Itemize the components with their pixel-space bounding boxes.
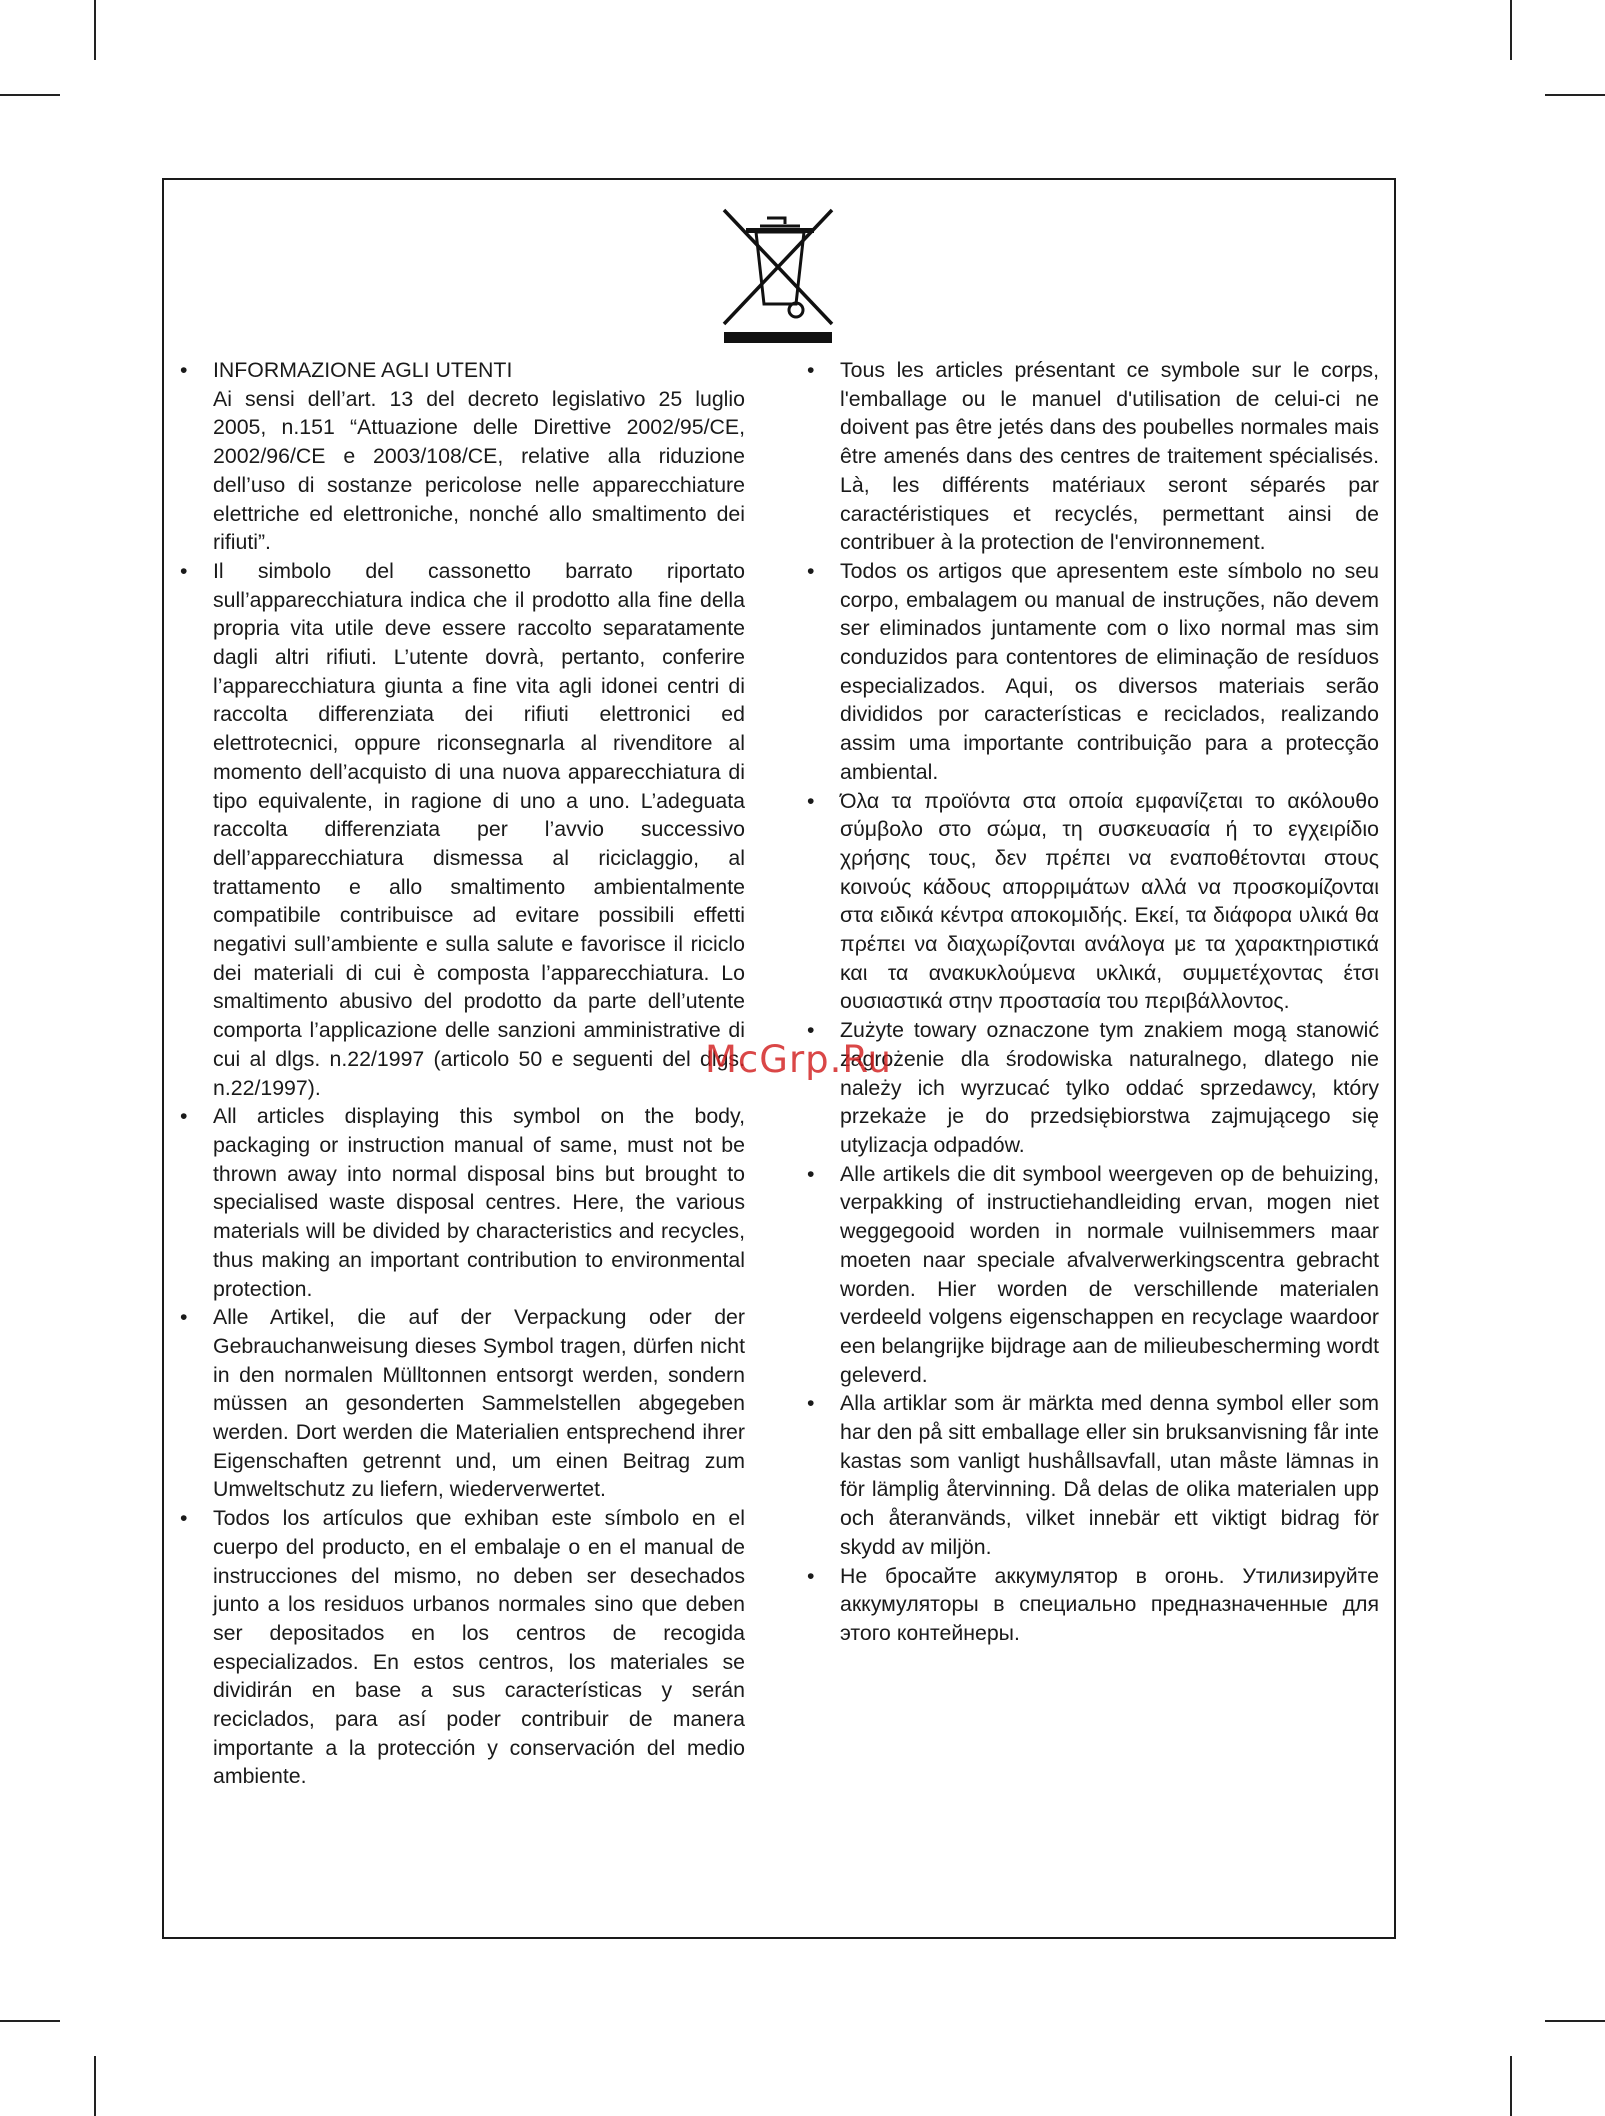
- crop-mark: [1545, 94, 1605, 96]
- paragraph: Alle artikels die dit symbool weergeven op de behuizing, verpakking of instructiehandleiding ervan, mogen niet weggegooid worden in normale vuilnisemmers maar moeten naar speciale afvalverwerkingscentra gebracht worden. Hier worden de verschillende materialen verdeeld volgens eigenschappen en recyclage waardoor een belangrijke bijdrage aan de milieubescherming wordt geleverd.: [840, 1161, 1379, 1387]
- list-item: [178, 557, 745, 1102]
- paragraph: Tous les articles présentant ce symbole sur le corps, l'emballage ou le manuel d'utilisation de celui-ci ne doivent pas être jetés dans des poubelles normales mais être amenés dans des centres de traitement spécialisés. Là, les différents matériaux seront séparés par caractéristiques et recyclés, permettant ainsi de contribuer à la protection de l'environnement.: [840, 358, 1379, 555]
- bullet: •: [807, 558, 815, 583]
- list-item: [805, 557, 1379, 787]
- crop-mark: [0, 94, 60, 96]
- watermark: McGrp.Ru: [705, 1038, 892, 1081]
- paragraph: Todos os artigos que apresentem este símbolo no seu corpo, embalagem ou manual de instruções, não devem ser eliminados juntamente com o lixo normal mas sim conduzidos para contentores de eliminação de resíduos especializados. Aqui, os diversos materiais serão divididos por características e reciclados, realizando assim uma importante contribuição para a protecção ambiental.: [840, 558, 1379, 784]
- paragraph: Не бросайте аккумулятор в огонь. Утилизируйте аккумуляторы в специально предназначенные для этого контейнеры.: [840, 1563, 1379, 1645]
- paragraph: Zużyte towary oznaczone tym znakiem mogą stanowić zagrożenie dla środowiska naturalnego, dlatego nie należy ich wyrzucać tylko oddać sprzedawcy, który przekaże je do przedsiębiorstwa zajmującego się utylizacja odpadów.: [840, 1018, 1379, 1157]
- bullet: •: [807, 788, 815, 813]
- crop-mark: [1545, 2020, 1605, 2022]
- section-title: INFORMAZIONE AGLI UTENTI: [213, 358, 513, 382]
- bullet: •: [180, 358, 188, 382]
- list-item: [178, 1102, 745, 1303]
- bullet: •: [807, 1391, 815, 1416]
- paragraph: Alle Artikel, die auf der Verpackung oder der Gebrauchanweisung dieses Symbol tragen, dürfen nicht in den normalen Mülltonnen entsorgt werden, sondern müssen an gesonderten Sammelstellen abgegeben werden. Dort werden die Materialien entsprechend ihrer Eigenschaften getrennt und, um einen Beitrag zum Umweltschutz zu liefern, wiederverwertet.: [213, 1305, 745, 1502]
- bullet: •: [180, 558, 188, 583]
- crop-mark: [1510, 0, 1512, 60]
- left-column: [178, 356, 745, 1791]
- crop-mark: [0, 2020, 60, 2022]
- list-item: [178, 356, 745, 557]
- paragraph: All articles displaying this symbol on the body, packaging or instruction manual of same, must not be thrown away into normal disposal bins but brought to specialised waste disposal centres. Here, the various materials will be divided by characteristics and recycles, thus making an important contribution to environmental protection.: [213, 1104, 745, 1301]
- paragraph: Όλα τα προϊόντα στα οποία εμφανίζεται το ακόλουθο σύμβολο στο σώμα, τη συσκευασία ή το εγχειρίδιο χρήσης τους, δεν πρέπει να εναποθέτονται στους κοινούς κάδους απορριμάτων αλλά να προσκομίζονται στα ειδικά κέντρα αποκομιδής. Εκεί, τα διάφορα υλικά θα πρέπει να διαχωρίζονται ανάλογα με τα χαρακτηριστικά και τα ανακυκλούμενα υκλικά, συμμετέχοντας έτσι ουσιαστικά στην προστασία του περιβάλλοντος.: [840, 788, 1379, 1014]
- bullet: •: [807, 358, 815, 382]
- crop-mark: [1510, 2056, 1512, 2116]
- paragraph: Ai sensi dell’art. 13 del decreto legislativo 25 luglio 2005, n.151 “Attuazione delle Direttive 2002/95/CE, 2002/96/CE e 2003/108/CE, relative alla riduzione dell’uso di sostanze pericolose nelle apparecchiature elettriche ed elettroniche, nonché allo smaltimento dei rifiuti”.: [213, 386, 745, 555]
- paragraph: Il simbolo del cassonetto barrato riportato sull’apparecchiatura indica che il prodotto alla fine della propria vita utile deve essere raccolto separatamente dagli altri rifiuti. L’utente dovrà, pertanto, conferire l’apparecchiatura giunta a fine vita agli idonei centri di raccolta differenziata dei rifiuti elettronici ed elettrotecnici, oppure riconsegnarla al rivenditore al momento dell’acquisto di una nuova apparecchiatura di tipo equivalente, in ragione di uno a uno. L’adeguata raccolta differenziata per l’avvio successivo dell’apparecchiatura dismessa al riciclaggio, al trattamento e allo smaltimento ambientalmente compatibile contribuisce ad evitare possibili effetti negativi sull’ambiente e sulla salute e favorisce il riciclo dei materiali di cui è composta l’apparecchiatura. Lo smaltimento abusivo del prodotto da parte dell’utente comporta l’applicazione delle sanzioni amministrative di cui al dlgs. n.22/1997 (articolo 50 e seguenti del dlgs. n.22/1997).: [213, 558, 745, 1100]
- list-item: [805, 1562, 1379, 1648]
- bullet: •: [180, 1305, 188, 1330]
- list-item: [178, 1504, 745, 1791]
- bullet: •: [807, 1563, 815, 1588]
- list-item: [178, 1303, 745, 1504]
- list-item: [805, 1160, 1379, 1390]
- paragraph: Alla artiklar som är märkta med denna symbol eller som har den på sitt emballage eller sin bruksanvisning får inte kastas som vanligt hushållsavfall, utan måste lämnas in för lämplig återvinning. Då delas de olika materialen upp och återanvänds, vilket innebär ett viktigt bidrag för skydd av miljön.: [840, 1391, 1379, 1559]
- crossed-out-wheelie-bin-icon: [720, 206, 836, 344]
- right-column: [805, 356, 1379, 1648]
- crop-mark: [94, 2056, 96, 2116]
- bullet: •: [807, 1018, 815, 1043]
- bullet: •: [180, 1104, 188, 1129]
- list-item: [805, 1389, 1379, 1561]
- bullet: •: [807, 1161, 815, 1186]
- list-item: [805, 356, 1379, 557]
- list-item: [805, 787, 1379, 1017]
- paragraph: Todos los artículos que exhiban este símbolo en el cuerpo del producto, en el embalaje o en el manual de instrucciones del mismo, no deben ser desechados junto a los residuos urbanos normales sino que deben ser depositados en los centros de recogida especializados. En estos centros, los materiales se dividirán en base a sus características y serán reciclados, para así poder contribuir de manera importante a la protección y conservación del medio ambiente.: [213, 1506, 745, 1789]
- crop-mark: [94, 0, 96, 60]
- bullet: •: [180, 1506, 188, 1531]
